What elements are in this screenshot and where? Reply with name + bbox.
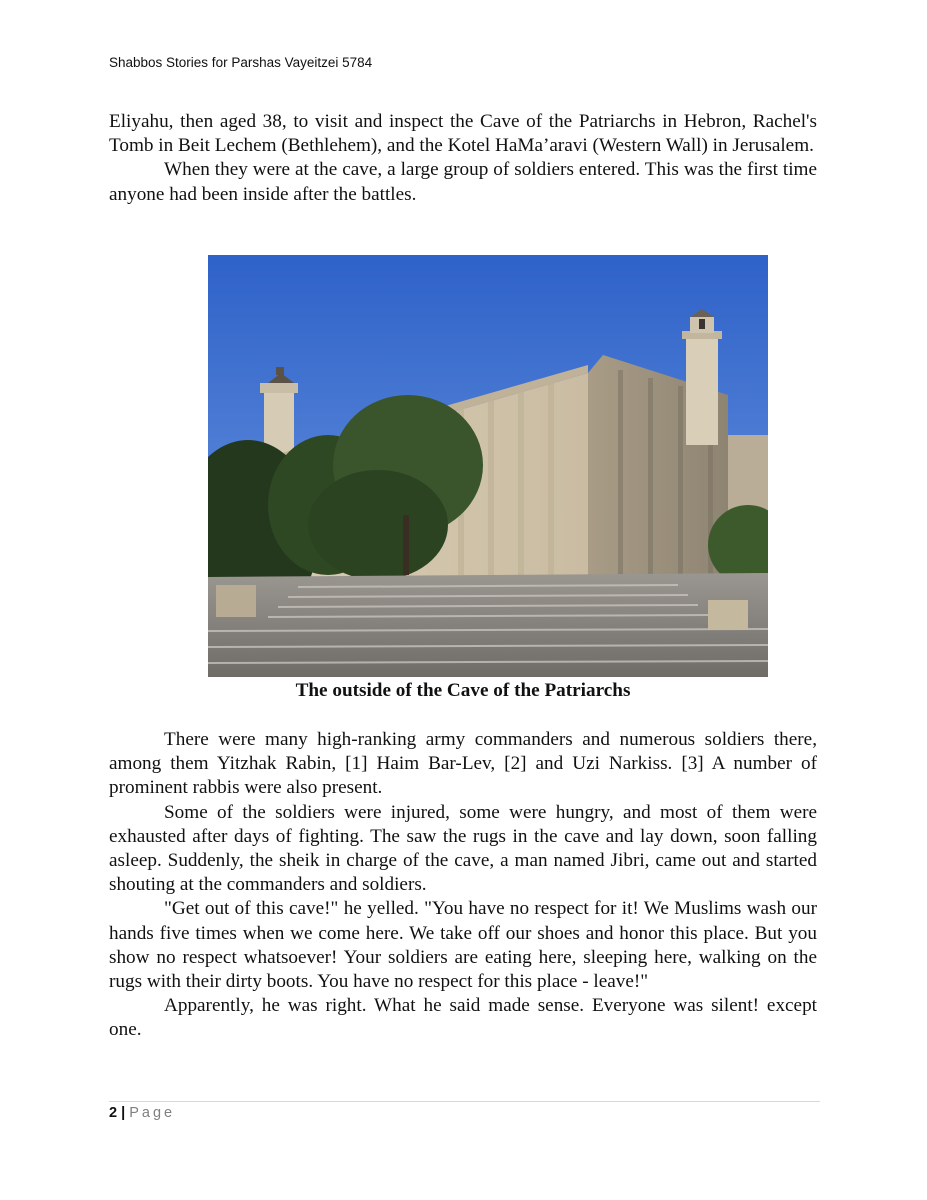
page-footer bbox=[109, 1105, 175, 1121]
text-block-bottom bbox=[109, 728, 817, 1043]
cave-of-patriarchs-photo bbox=[208, 255, 768, 677]
footer-divider bbox=[109, 1101, 820, 1102]
paragraph: Eliyahu, then aged 38, to visit and inspect the Cave of the Patriarchs in Hebron, Rachel's Tomb in Beit Lechem (Bethlehem), and the Kotel HaMa’aravi (Western Wall) in Jerusalem. bbox=[109, 111, 817, 157]
footer-separator: | bbox=[121, 1105, 126, 1121]
page-label: Page bbox=[129, 1105, 176, 1121]
paragraph: Apparently, he was right. What he said made sense. Everyone was silent! except one. bbox=[109, 995, 817, 1041]
text-block-top bbox=[109, 110, 817, 207]
paragraph: "Get out of this cave!" he yelled. "You have no respect for it! We Muslims wash our hands five times when we come here. We take off our shoes and honor this place. But you show no respect whatsoever! Your soldiers are eating here, sleeping here, walking on the rugs with their dirty boots. You have no respect for this place - leave!" bbox=[109, 898, 817, 993]
paragraph: Some of the soldiers were injured, some were hungry, and most of them were exhausted after days of fighting. The saw the rugs in the cave and lay down, soon falling asleep. Suddenly, the sheik in charge of the cave, a man named Jibri, came out and started shouting at the commanders and soldiers. bbox=[109, 801, 817, 896]
page-number: 2 bbox=[109, 1105, 118, 1121]
figure-caption: The outside of the Cave of the Patriarchs bbox=[295, 680, 631, 701]
running-header: Shabbos Stories for Parshas Vayeitzei 5784 bbox=[109, 55, 373, 70]
paragraph: When they were at the cave, a large group of soldiers entered. This was the first time anyone had been inside after the battles. bbox=[109, 159, 817, 205]
paragraph: There were many high-ranking army commanders and numerous soldiers there, among them Yitzhak Rabin, [1] Haim Bar-Lev, [2] and Uzi Narkiss. [3] A number of prominent rabbis were also present. bbox=[109, 729, 817, 799]
